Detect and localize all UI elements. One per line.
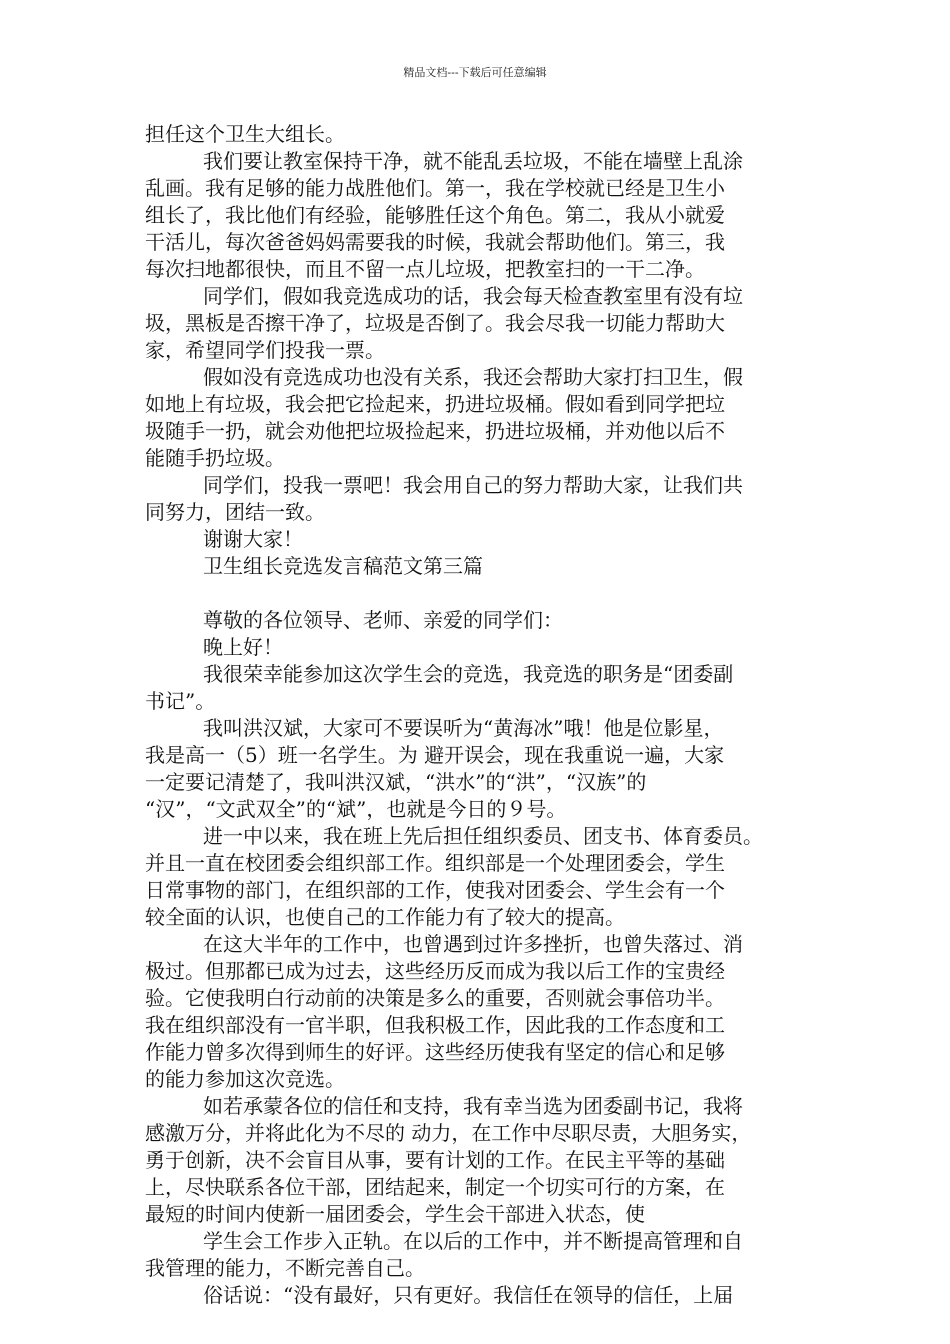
- text-line: 书记”。: [145, 689, 216, 713]
- text-line: 组长了，我比他们有经验，能够胜任这个角色。第二，我从小就爱: [145, 203, 725, 227]
- page-header: 精品文档---下载后可任意编辑: [403, 66, 547, 79]
- text-line: 我们要让教室保持干净，就不能乱丢垃圾，不能在墙壁上乱涂: [203, 149, 743, 173]
- text-line: 验。它使我明白行动前的决策是多么的重要，否则就会事倍功半。: [145, 986, 725, 1010]
- text-line: 的能力参加这次竞选。: [145, 1067, 345, 1091]
- blank-line: [145, 580, 817, 607]
- text-line: 最短的时间内使新一届团委会，学生会干部进入状态，使: [145, 1202, 645, 1226]
- text-line: 学生会工作步入正轨。在以后的工作中，并不断提高管理和自: [203, 1229, 743, 1253]
- text-line: 日常事物的部门，在组织部的工作，使我对团委会、学生会有一个: [145, 878, 725, 902]
- text-line: 我在组织部没有一官半职，但我积极工作，因此我的工作态度和工: [145, 1013, 725, 1037]
- text-line: 我叫洪汉斌，大家可不要误听为“黄海冰”哦！他是位影星，: [203, 716, 724, 740]
- text-line: 同学们，假如我竞选成功的话，我会每天检查教室里有没有垃: [203, 284, 743, 308]
- text-line: 圾随手一扔，就会劝他把垃圾捡起来，扔进垃圾桶，并劝他以后不: [145, 419, 725, 443]
- text-line: 我很荣幸能参加这次学生会的竞选，我竞选的职务是“团委副: [203, 662, 734, 686]
- text-line: 极过。但那都已成为过去，这些经历反而成为我以后工作的宝贵经: [145, 959, 725, 983]
- text-line: 进一中以来，我在班上先后担任组织委员、团支书、体育委员。: [203, 824, 763, 848]
- text-line: 我是高一（5）班一名学生。为 避开误会，现在我重说一遍，大家: [145, 743, 725, 767]
- text-line: 上，尽快联系各位干部，团结起来，制定一个切实可行的方案，在: [145, 1175, 725, 1199]
- text-line: 谢谢大家！: [203, 527, 303, 551]
- text-line: 乱画。我有足够的能力战胜他们。第一，我在学校就已经是卫生小: [145, 176, 725, 200]
- text-line: 如地上有垃圾，我会把它捡起来，扔进垃圾桶。假如看到同学把垃: [145, 392, 725, 416]
- text-line: 同努力，团结一致。: [145, 500, 325, 524]
- text-line: 晚上好！: [203, 635, 283, 659]
- document-body: [145, 121, 817, 1309]
- text-line: 卫生组长竞选发言稿范文第三篇: [203, 554, 483, 578]
- text-line: 俗话说：“没有最好，只有更好。我信任在领导的信任，上届: [203, 1283, 734, 1307]
- text-line: 干活儿，每次爸爸妈妈需要我的时候，我就会帮助他们。第三，我: [145, 230, 725, 254]
- text-line: 圾，黑板是否擦干净了，垃圾是否倒了。我会尽我一切能力帮助大: [145, 311, 725, 335]
- text-line: 感激万分，并将此化为不尽的 动力，在工作中尽职尽责，大胆务实，: [145, 1121, 752, 1145]
- text-line: “汉”，“文武双全”的“斌”，也就是今日的９号。: [145, 797, 567, 821]
- text-line: 如若承蒙各位的信任和支持，我有幸当选为团委副书记，我将: [203, 1094, 743, 1118]
- text-line: 勇于创新，决不会盲目从事，要有计划的工作。在民主平等的基础: [145, 1148, 725, 1172]
- text-line: 担任这个卫生大组长。: [145, 122, 345, 146]
- text-line: 每次扫地都很快，而且不留一点儿垃圾，把教室扫的一干二净。: [145, 257, 705, 281]
- text-line: 家，希望同学们投我一票。: [145, 338, 385, 362]
- text-line: 同学们，投我一票吧！我会用自己的努力帮助大家，让我们共: [203, 473, 743, 497]
- text-line: 尊敬的各位领导、老师、亲爱的同学们：: [203, 608, 563, 632]
- text-line: 较全面的认识，也使自己的工作能力有了较大的提高。: [145, 905, 625, 929]
- text-line: 我管理的能力，不断完善自己。: [145, 1256, 425, 1280]
- text-line: 并且一直在校团委会组织部工作。组织部是一个处理团委会，学生: [145, 851, 725, 875]
- text-line: 在这大半年的工作中，也曾遇到过许多挫折，也曾失落过、消: [203, 932, 743, 956]
- text-line: 假如没有竞选成功也没有关系，我还会帮助大家打扫卫生，假: [203, 365, 743, 389]
- text-line: 一定要记清楚了，我叫洪汉斌，“洪水”的“洪”，“汉族”的: [145, 770, 647, 794]
- text-line: 能随手扔垃圾。: [145, 446, 285, 470]
- text-line: 作能力曾多次得到师生的好评。这些经历使我有坚定的信心和足够: [145, 1040, 725, 1064]
